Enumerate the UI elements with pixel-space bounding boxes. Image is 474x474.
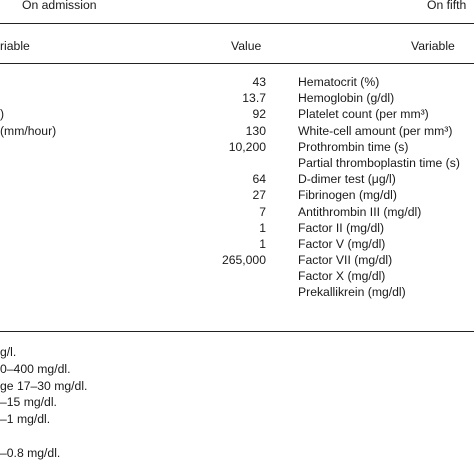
variable-cell: White-cell amount (per mm³) (298, 123, 453, 138)
left-cell: ) (0, 107, 5, 122)
table-row (0, 237, 474, 253)
table-row (0, 107, 474, 123)
footnote-line: –0.8 mg/dl. (0, 445, 61, 460)
table-row (0, 156, 474, 172)
variable-cell: Antithrombin III (mg/dl) (298, 204, 422, 219)
footnotes (0, 345, 474, 463)
top-rule (0, 23, 474, 24)
variable-cell: Fibrinogen (mg/dl) (298, 188, 397, 203)
column-header-variable-right: Variable (411, 39, 455, 53)
variable-cell: Factor X (mg/dl) (298, 269, 386, 284)
footnote-line: –1 mg/dl. (0, 412, 51, 427)
table-row (0, 124, 474, 140)
variable-cell: Factor II (mg/dl) (298, 220, 385, 235)
value-cell: 10,200 (228, 139, 266, 154)
header-admission-label: On admission (22, 0, 97, 12)
variable-cell: Hemoglobin (g/dl) (298, 91, 395, 106)
variable-cell: Platelet count (per mm³) (298, 107, 429, 122)
table-body (0, 75, 474, 302)
footnote-line: ge 17–30 mg/dl. (0, 378, 88, 393)
table-row (0, 91, 474, 107)
variable-cell: Prekallikrein (mg/dl) (298, 285, 406, 300)
variable-cell: Factor V (mg/dl) (298, 236, 386, 251)
footnote-line (0, 429, 474, 446)
footnote-line: g/l. (0, 345, 17, 359)
table-row (0, 188, 474, 204)
table-row (0, 172, 474, 188)
value-cell: 130 (245, 123, 266, 138)
table-row (0, 269, 474, 285)
variable-cell: Partial thromboplastin time (s) (298, 155, 460, 170)
table-row (0, 285, 474, 301)
variable-cell: Prothrombin time (s) (298, 139, 409, 154)
value-cell: 13.7 (242, 91, 266, 106)
bottom-rule (0, 331, 474, 332)
table-row (0, 221, 474, 237)
value-cell: 7 (259, 204, 266, 219)
column-header-value: Value (231, 39, 262, 53)
variable-cell: D-dimer test (μg/l) (298, 172, 396, 187)
table-row (0, 75, 474, 91)
value-cell: 92 (252, 107, 266, 122)
column-header-variable-left: riable (0, 39, 30, 53)
left-cell: (mm/hour) (0, 123, 57, 138)
value-cell: 1 (259, 220, 266, 235)
value-cell: 43 (252, 75, 266, 89)
variable-cell: Factor VII (mg/dl) (298, 253, 393, 268)
value-cell: 27 (252, 188, 266, 203)
table-row (0, 140, 474, 156)
footnote-line: –15 mg/dl. (0, 395, 57, 410)
value-cell: 1 (259, 236, 266, 251)
table-row (0, 253, 474, 269)
table-row (0, 205, 474, 221)
value-cell: 265,000 (221, 253, 266, 268)
footnote-line: 0–400 mg/dl. (0, 361, 71, 376)
header-rule (0, 63, 474, 64)
header-fifth-label: On fifth (427, 0, 467, 12)
variable-cell: Hematocrit (%) (298, 75, 380, 89)
value-cell: 64 (252, 172, 266, 187)
